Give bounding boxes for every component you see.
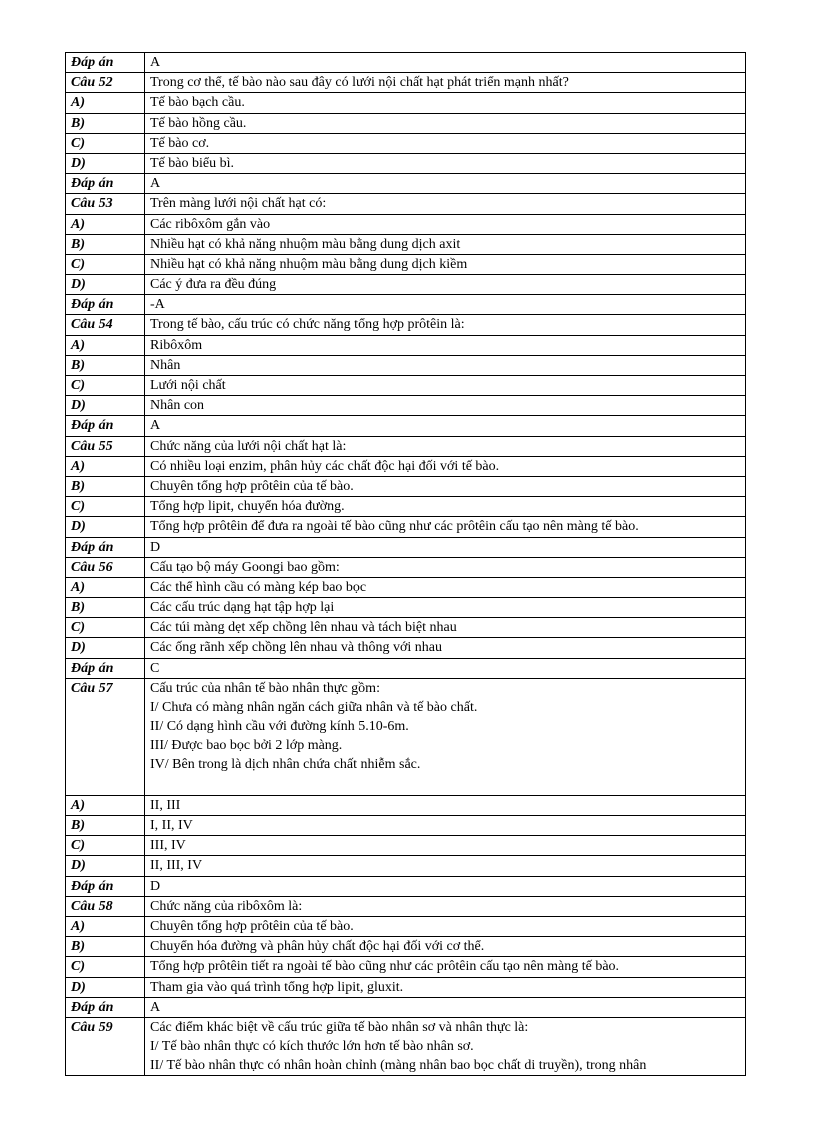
table-row: [66, 816, 746, 836]
table-row: [66, 416, 746, 436]
row-value: III, IV: [145, 836, 746, 856]
row-key: C): [66, 618, 145, 638]
table-row: [66, 658, 746, 678]
table-row: [66, 355, 746, 375]
statement-line: I/ Chưa có màng nhân ngăn cách giữa nhân và tế bào chất.: [150, 699, 478, 715]
row-key: A): [66, 335, 145, 355]
row-value: II, III: [145, 795, 746, 815]
row-value: Các cấu trúc dạng hạt tập hợp lại: [145, 598, 746, 618]
table-row: [66, 517, 746, 537]
row-key: B): [66, 598, 145, 618]
table-row: [66, 53, 746, 73]
table-row: [66, 977, 746, 997]
row-value: Trong tế bào, cấu trúc có chức năng tổng hợp prôtêin là:: [145, 315, 746, 335]
row-key: Câu 54: [66, 315, 145, 335]
table-row: [66, 214, 746, 234]
row-value: A: [145, 174, 746, 194]
row-value: D: [145, 537, 746, 557]
row-key: D): [66, 517, 145, 537]
row-key: D): [66, 396, 145, 416]
table-row: [66, 234, 746, 254]
row-value: Chuyên tổng hợp prôtêin của tế bào.: [145, 916, 746, 936]
row-key: A): [66, 456, 145, 476]
table-row: [66, 937, 746, 957]
row-value: A: [145, 997, 746, 1017]
row-key: A): [66, 93, 145, 113]
table-row: [66, 957, 746, 977]
row-key: C): [66, 254, 145, 274]
table-row: [66, 678, 746, 795]
row-value: Nhân con: [145, 396, 746, 416]
row-value-multiline: [145, 678, 746, 795]
row-key: Câu 52: [66, 73, 145, 93]
table-row: [66, 275, 746, 295]
table-row: [66, 315, 746, 335]
row-key: C): [66, 133, 145, 153]
row-key: Câu 57: [66, 678, 145, 795]
table-row: [66, 876, 746, 896]
row-value: Các ống rãnh xếp chồng lên nhau và thông với nhau: [145, 638, 746, 658]
row-value: Ribôxôm: [145, 335, 746, 355]
table-row: [66, 618, 746, 638]
row-value: Lưới nội chất: [145, 376, 746, 396]
row-value: Tổng hợp prôtêin tiết ra ngoài tế bào cũng như các prôtêin cấu tạo nên màng tế bào.: [145, 957, 746, 977]
row-key: A): [66, 795, 145, 815]
row-value: Tổng hợp lipit, chuyển hóa đường.: [145, 497, 746, 517]
row-key: Câu 58: [66, 896, 145, 916]
row-value: C: [145, 658, 746, 678]
table-row: [66, 295, 746, 315]
row-key: B): [66, 234, 145, 254]
row-key: Đáp án: [66, 174, 145, 194]
row-value: Chuyên tổng hợp prôtêin của tế bào.: [145, 476, 746, 496]
row-value: Chuyển hóa đường và phân hủy chất độc hại đối với cơ thể.: [145, 937, 746, 957]
table-row: [66, 997, 746, 1017]
row-key: B): [66, 113, 145, 133]
table-row: [66, 638, 746, 658]
row-key: B): [66, 476, 145, 496]
table-row: [66, 1017, 746, 1075]
row-value: Tham gia vào quá trình tổng hợp lipit, gluxit.: [145, 977, 746, 997]
table-row: [66, 73, 746, 93]
table-row: [66, 436, 746, 456]
row-value: Chức năng của ribôxôm là:: [145, 896, 746, 916]
row-key: C): [66, 957, 145, 977]
row-value: Các thể hình cầu có màng kép bao bọc: [145, 577, 746, 597]
row-value: II, III, IV: [145, 856, 746, 876]
table-row: [66, 194, 746, 214]
row-value: Tế bào cơ.: [145, 133, 746, 153]
statement-line: II/ Tế bào nhân thực có nhân hoàn chỉnh (màng nhân bao bọc chất di truyền), trong nhân: [150, 1057, 647, 1073]
row-key: Đáp án: [66, 997, 145, 1017]
table-row: [66, 456, 746, 476]
row-value: Cấu tạo bộ máy Goongi bao gồm:: [145, 557, 746, 577]
table-row: [66, 795, 746, 815]
table-row: [66, 916, 746, 936]
row-value: Trên màng lưới nội chất hạt có:: [145, 194, 746, 214]
row-value: Tế bào hồng cầu.: [145, 113, 746, 133]
statement-line: IV/ Bên trong là dịch nhân chứa chất nhiễm sắc.: [150, 756, 421, 772]
row-key: Đáp án: [66, 416, 145, 436]
row-value: Tổng hợp prôtêin để đưa ra ngoài tế bào cũng như các prôtêin cấu tạo nên màng tế bào.: [145, 517, 746, 537]
table-row: [66, 856, 746, 876]
row-key: A): [66, 916, 145, 936]
statement-line: I/ Tế bào nhân thực có kích thước lớn hơn tế bào nhân sơ.: [150, 1038, 474, 1054]
row-value: Tế bào biểu bì.: [145, 153, 746, 173]
row-key: Đáp án: [66, 53, 145, 73]
quiz-table-body: [66, 53, 746, 1076]
row-value-multiline: [145, 1017, 746, 1075]
row-value: Tế bào bạch cầu.: [145, 93, 746, 113]
table-row: [66, 93, 746, 113]
row-key: Câu 59: [66, 1017, 145, 1075]
row-value: Có nhiều loại enzim, phân hủy các chất độc hại đối với tế bào.: [145, 456, 746, 476]
row-key: A): [66, 214, 145, 234]
row-value: D: [145, 876, 746, 896]
statement-line: II/ Có dạng hình cầu với đường kính 5.10-6m.: [150, 718, 409, 734]
table-row: [66, 396, 746, 416]
statement-line: III/ Được bao bọc bởi 2 lớp màng.: [150, 737, 343, 753]
row-key: Đáp án: [66, 658, 145, 678]
row-value: Các túi màng dẹt xếp chồng lên nhau và tách biệt nhau: [145, 618, 746, 638]
row-key: B): [66, 937, 145, 957]
question-stem: Các điểm khác biệt về cấu trúc giữa tế bào nhân sơ và nhân thực là:: [150, 1019, 529, 1035]
row-value: Chức năng của lưới nội chất hạt là:: [145, 436, 746, 456]
table-row: [66, 376, 746, 396]
row-key: B): [66, 816, 145, 836]
row-key: Câu 53: [66, 194, 145, 214]
row-value: Các ý đưa ra đều đúng: [145, 275, 746, 295]
table-row: [66, 497, 746, 517]
row-key: Câu 55: [66, 436, 145, 456]
table-row: [66, 557, 746, 577]
table-row: [66, 476, 746, 496]
row-key: D): [66, 638, 145, 658]
row-key: D): [66, 856, 145, 876]
table-row: [66, 577, 746, 597]
row-value: I, II, IV: [145, 816, 746, 836]
question-stem: Cấu trúc của nhân tế bào nhân thực gồm:: [150, 680, 380, 696]
row-key: D): [66, 153, 145, 173]
table-row: [66, 174, 746, 194]
row-value: A: [145, 53, 746, 73]
table-row: [66, 133, 746, 153]
row-key: C): [66, 376, 145, 396]
row-value: Trong cơ thể, tế bào nào sau đây có lưới nội chất hạt phát triển mạnh nhất?: [145, 73, 746, 93]
row-key: D): [66, 275, 145, 295]
row-key: Đáp án: [66, 295, 145, 315]
table-row: [66, 153, 746, 173]
row-key: Câu 56: [66, 557, 145, 577]
row-value: Nhân: [145, 355, 746, 375]
table-row: [66, 537, 746, 557]
table-row: [66, 896, 746, 916]
row-value: Các ribôxôm gắn vào: [145, 214, 746, 234]
row-key: A): [66, 577, 145, 597]
row-key: C): [66, 497, 145, 517]
row-key: B): [66, 355, 145, 375]
row-key: Đáp án: [66, 537, 145, 557]
row-key: D): [66, 977, 145, 997]
table-row: [66, 335, 746, 355]
row-value: Nhiều hạt có khả năng nhuộm màu bằng dung dịch kiềm: [145, 254, 746, 274]
table-row: [66, 254, 746, 274]
table-row: [66, 113, 746, 133]
table-row: [66, 836, 746, 856]
row-value: -A: [145, 295, 746, 315]
quiz-table: [65, 52, 746, 1076]
row-value: A: [145, 416, 746, 436]
row-value: Nhiều hạt có khả năng nhuộm màu bằng dung dịch axit: [145, 234, 746, 254]
table-row: [66, 598, 746, 618]
row-key: C): [66, 836, 145, 856]
row-key: Đáp án: [66, 876, 145, 896]
